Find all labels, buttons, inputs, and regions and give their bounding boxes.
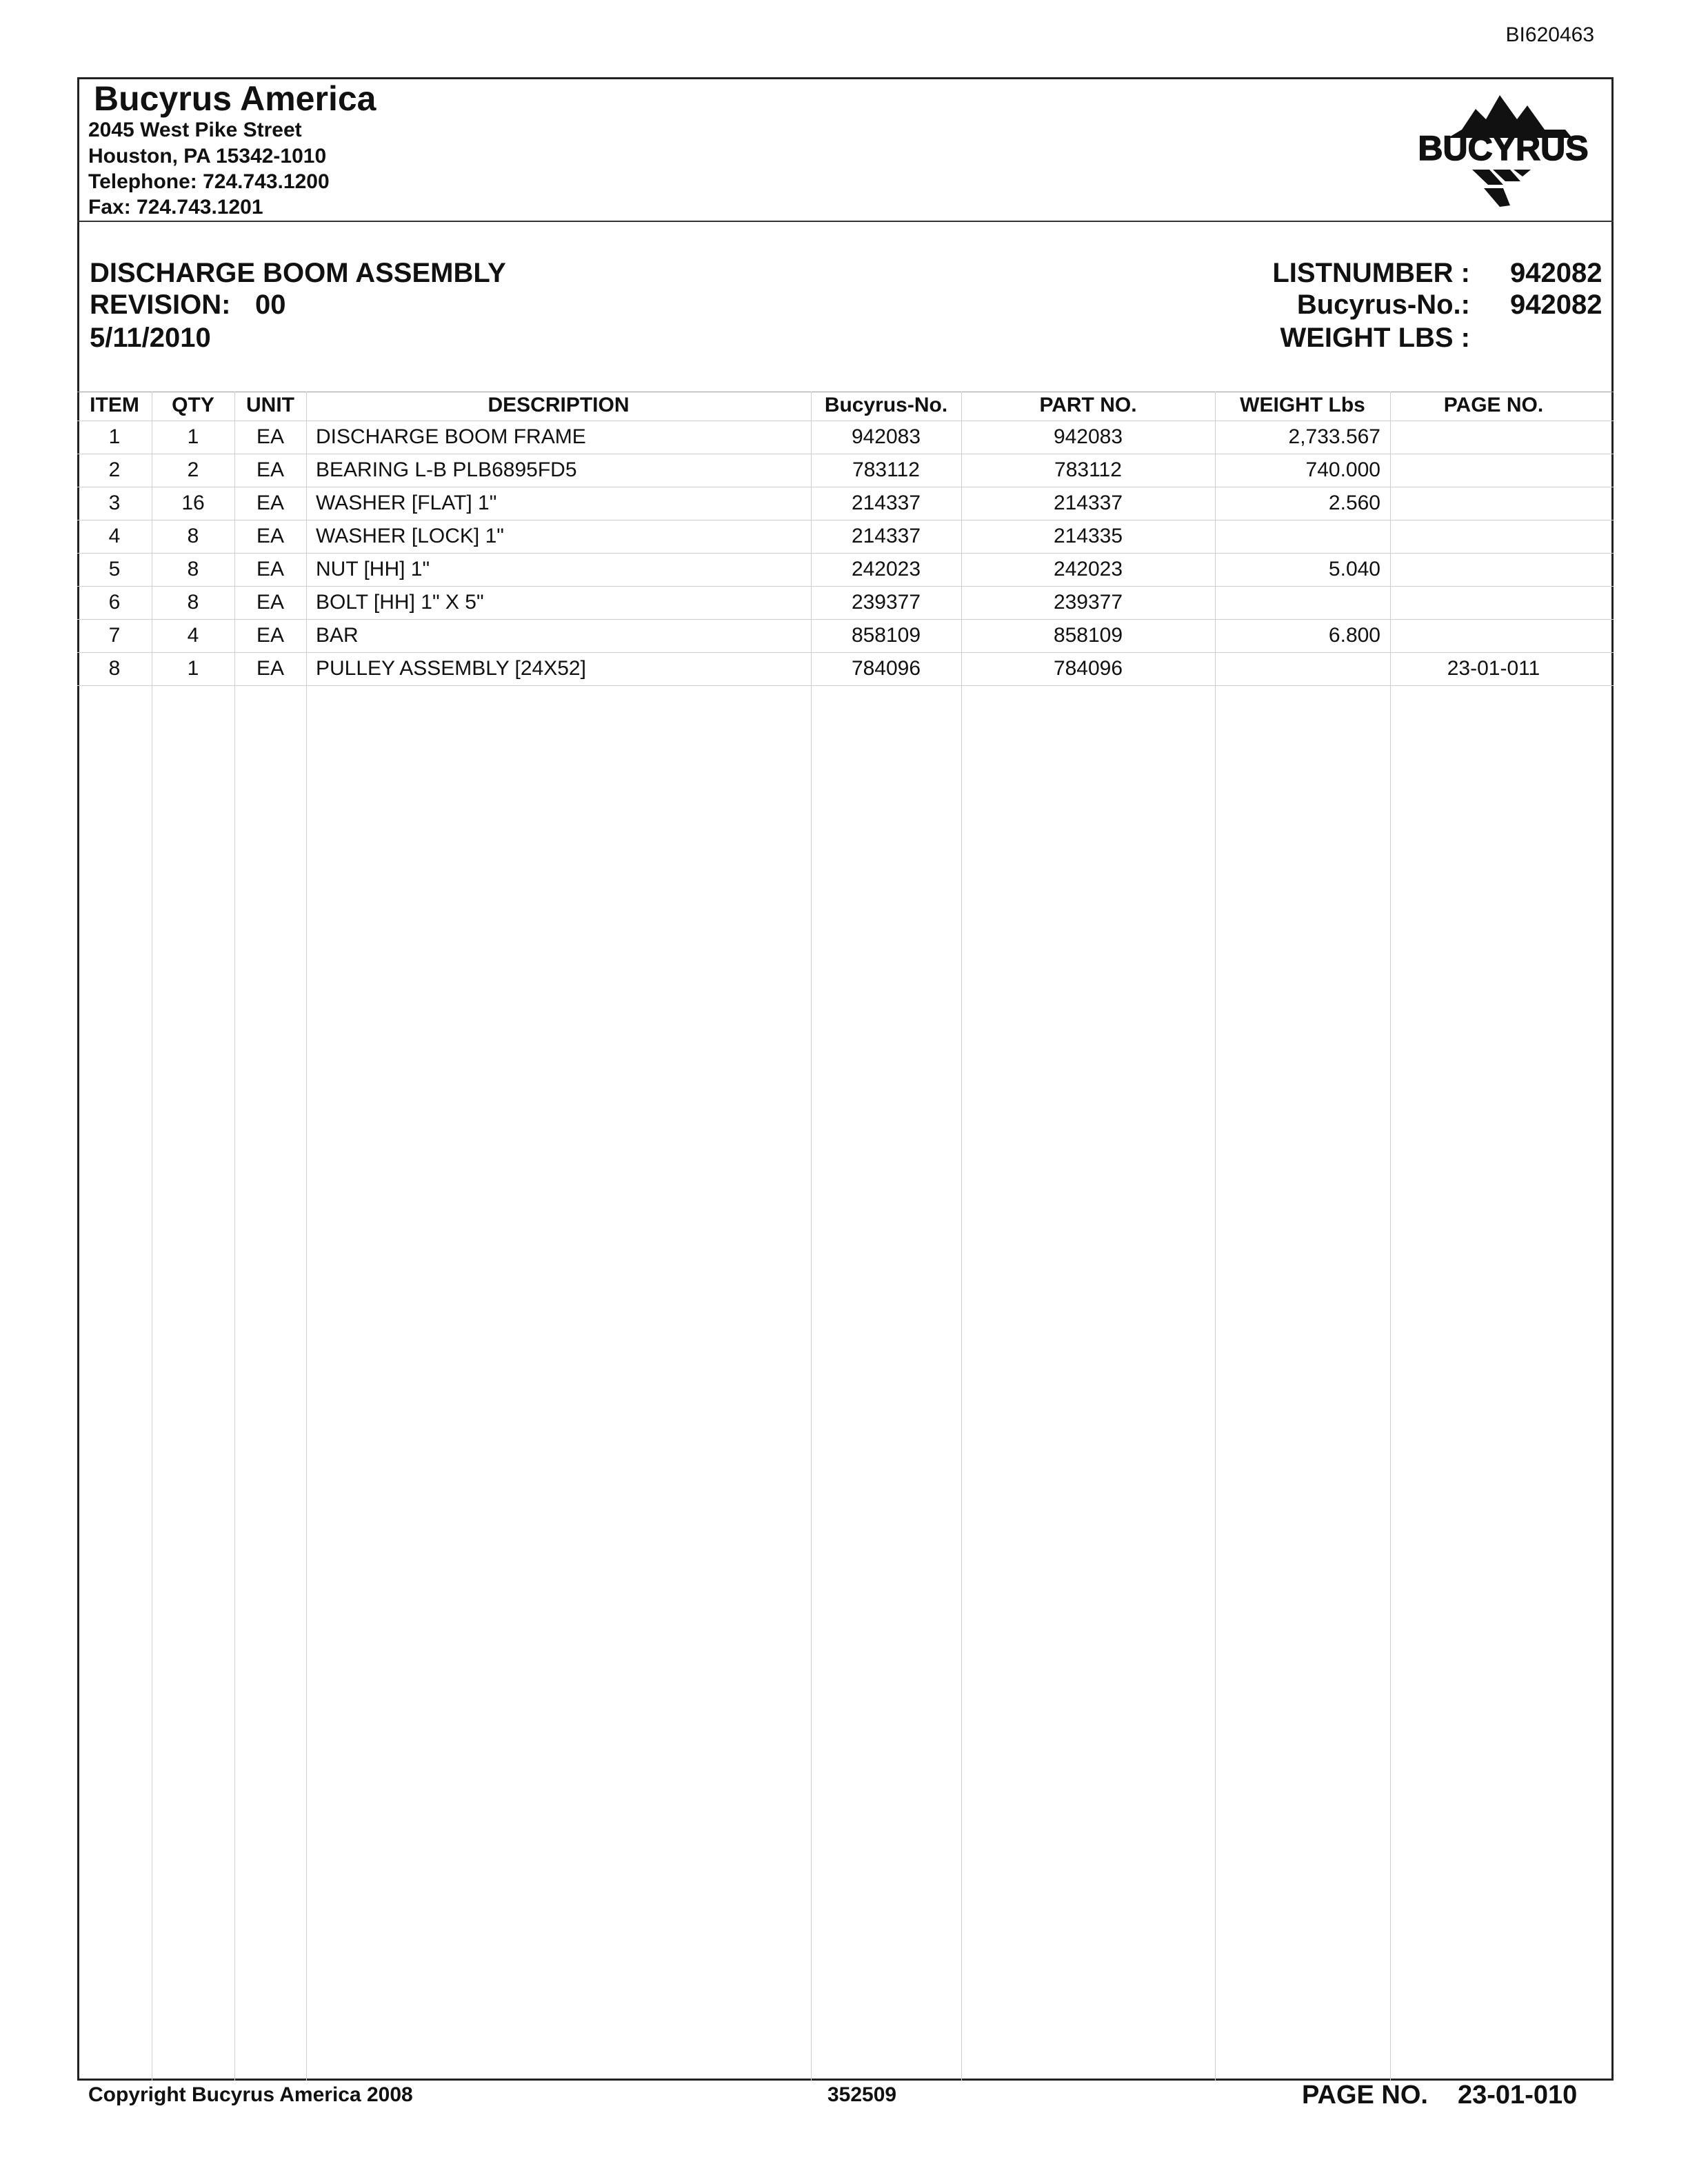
cell-description: NUT [HH] 1" <box>316 558 430 580</box>
bucyrus-no-label: Bucyrus-No.: <box>1296 290 1470 320</box>
cell-qty: 8 <box>187 558 199 580</box>
column-header-item: ITEM <box>90 394 139 416</box>
cell-qty: 2 <box>187 458 199 481</box>
cell-page-no <box>1390 553 1597 586</box>
company-telephone: Telephone: 724.743.1200 <box>88 170 330 193</box>
listnumber-value: 942082 <box>1510 258 1602 288</box>
column-header-page-no: PAGE NO. <box>1443 394 1544 416</box>
cell-qty: 16 <box>181 492 205 514</box>
cell-qty: 1 <box>187 657 199 680</box>
cell-unit: EA <box>256 458 285 481</box>
cell-page-no <box>1390 619 1597 652</box>
column-header-qty: QTY <box>172 394 214 416</box>
cell-page-no <box>1390 586 1597 619</box>
column-header-weight: WEIGHT Lbs <box>1240 394 1365 416</box>
header-divider <box>77 221 1614 222</box>
company-address-line2: Houston, PA 15342-1010 <box>88 145 327 168</box>
column-header-description: DESCRIPTION <box>488 394 630 416</box>
cell-weight: 2.560 <box>1328 492 1380 514</box>
assembly-title: DISCHARGE BOOM ASSEMBLY <box>90 258 506 288</box>
cell-item: 4 <box>108 525 121 547</box>
cell-description: WASHER [FLAT] 1" <box>316 492 497 514</box>
cell-weight <box>1215 520 1380 553</box>
cell-bucyrus-no: 242023 <box>851 558 921 580</box>
cell-bucyrus-no: 858109 <box>851 624 921 647</box>
cell-qty: 1 <box>187 425 199 448</box>
footer-page-value: 23-01-010 <box>1458 2081 1578 2110</box>
cell-bucyrus-no: 784096 <box>851 657 921 680</box>
copyright: Copyright Bucyrus America 2008 <box>88 2083 413 2106</box>
cell-unit: EA <box>256 591 285 614</box>
bucyrus-logo <box>1407 88 1600 212</box>
listnumber-label: LISTNUMBER : <box>1272 258 1470 288</box>
cell-part-no: 239377 <box>1053 591 1123 614</box>
cell-page-no <box>1390 421 1597 454</box>
cell-item: 7 <box>108 624 121 647</box>
column-header-unit: UNIT <box>246 394 294 416</box>
footer-number: 352509 <box>827 2083 897 2106</box>
cell-part-no: 942083 <box>1053 425 1123 448</box>
cell-weight <box>1215 652 1380 685</box>
logo-text: BUCYRUS <box>1418 129 1589 168</box>
cell-weight: 6.800 <box>1328 624 1380 647</box>
cell-item: 3 <box>108 492 121 514</box>
cell-page-no <box>1390 454 1597 487</box>
bucyrus-no-value: 942082 <box>1510 290 1602 320</box>
page-frame <box>77 77 1614 2081</box>
cell-unit: EA <box>256 525 285 547</box>
cell-weight <box>1215 586 1380 619</box>
document-id: BI620463 <box>1505 23 1594 46</box>
cell-bucyrus-no: 783112 <box>852 458 920 481</box>
company-name: Bucyrus America <box>94 79 376 118</box>
cell-part-no: 783112 <box>1054 458 1122 481</box>
company-fax: Fax: 724.743.1201 <box>88 196 263 219</box>
weight-lbs-label: WEIGHT LBS : <box>1280 323 1470 353</box>
cell-item: 6 <box>108 591 121 614</box>
cell-bucyrus-no: 942083 <box>851 425 921 448</box>
cell-unit: EA <box>256 624 285 647</box>
cell-item: 2 <box>108 458 121 481</box>
cell-unit: EA <box>256 425 285 448</box>
column-header-bucyrus-no: Bucyrus-No. <box>824 394 948 416</box>
cell-bucyrus-no: 214337 <box>851 525 921 547</box>
cell-description: WASHER [LOCK] 1" <box>316 525 504 547</box>
cell-bucyrus-no: 239377 <box>851 591 921 614</box>
document-date: 5/11/2010 <box>90 323 211 353</box>
cell-qty: 8 <box>187 525 199 547</box>
row-line <box>77 685 1614 686</box>
cell-description: BOLT [HH] 1" X 5" <box>316 591 484 614</box>
revision-label: REVISION: <box>90 290 231 320</box>
column-divider <box>306 392 307 2081</box>
footer-page-label: PAGE NO. <box>1302 2081 1428 2110</box>
cell-item: 8 <box>108 657 121 680</box>
cell-unit: EA <box>256 558 285 580</box>
cell-description: BAR <box>316 624 359 647</box>
cell-page-no <box>1390 487 1597 520</box>
cell-unit: EA <box>256 657 285 680</box>
cell-weight: 2,733.567 <box>1288 425 1380 448</box>
cell-unit: EA <box>256 492 285 514</box>
revision-value: 00 <box>255 290 286 320</box>
cell-description: DISCHARGE BOOM FRAME <box>316 425 586 448</box>
cell-page-no <box>1390 520 1597 553</box>
company-address-line1: 2045 West Pike Street <box>88 119 302 141</box>
cell-item: 1 <box>108 425 121 448</box>
cell-part-no: 784096 <box>1053 657 1123 680</box>
cell-qty: 4 <box>187 624 199 647</box>
cell-part-no: 858109 <box>1053 624 1123 647</box>
cell-weight: 740.000 <box>1305 458 1380 481</box>
cell-weight: 5.040 <box>1328 558 1380 580</box>
cell-page-no: 23-01-011 <box>1447 657 1540 680</box>
cell-item: 5 <box>108 558 121 580</box>
cell-part-no: 242023 <box>1053 558 1123 580</box>
cell-bucyrus-no: 214337 <box>851 492 921 514</box>
cell-description: BEARING L-B PLB6895FD5 <box>316 458 577 481</box>
cell-qty: 8 <box>187 591 199 614</box>
cell-description: PULLEY ASSEMBLY [24X52] <box>316 657 586 680</box>
cell-part-no: 214337 <box>1053 492 1123 514</box>
cell-part-no: 214335 <box>1053 525 1123 547</box>
column-header-part-no: PART NO. <box>1039 394 1137 416</box>
